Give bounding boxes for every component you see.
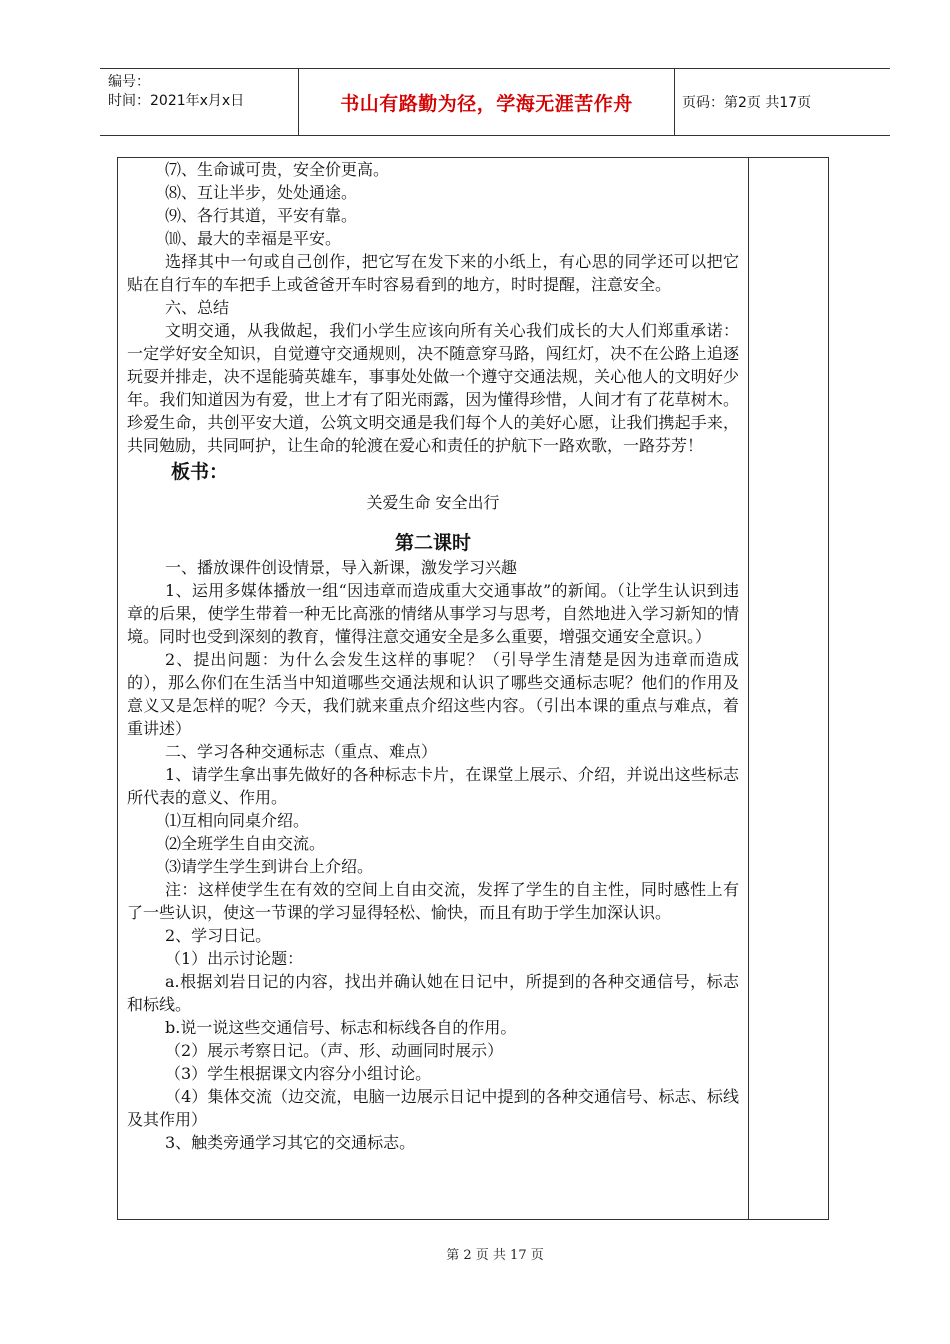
document-body bbox=[127, 158, 739, 1154]
lesson-title: 第二课时 bbox=[394, 532, 471, 554]
page-footer: 第 2 页 共 17 页 bbox=[446, 1248, 544, 1263]
paragraph: ⑻、互让半步，处处通途。 bbox=[165, 183, 358, 202]
header-page-number: 页码：第2页 共17页 bbox=[682, 95, 812, 111]
document-time-label: 时间：2021年x月x日 bbox=[108, 93, 245, 109]
list-item: ⑶请学生学生到讲台上介绍。 bbox=[165, 857, 374, 876]
header-motto: 书山有路勤为径，学海无涯苦作舟 bbox=[340, 93, 633, 115]
paragraph: 文明交通，从我做起，我们小学生应该向所有关心我们成长的大人们郑重承诺：一定学好安全知识，自觉遵守交通规则，决不随意穿马路，闯红灯，决不在公路上追逐玩耍并排走，决不逞能骑英雄车，事事处处做一个遵守交通法规，关心他人的文明好少年。我们知道因为有爱，世上才有了阳光雨露，因为懂得珍惜，人间才有了花草树木。珍爱生命，共创平安大道，公筑文明交通是我们每个人的美好心愿，让我们携起手来，共同勉励，共同呵护，让生命的轮渡在爱心和责任的护航下一路欢歌，一路芬芳！ bbox=[127, 321, 739, 455]
paragraph: 3、触类旁通学习其它的交通标志。 bbox=[165, 1133, 416, 1152]
list-item: ⑴互相向同桌介绍。 bbox=[165, 811, 310, 830]
paragraph: ⑽、最大的幸福是平安。 bbox=[165, 229, 342, 248]
board-text: 关爱生命 安全出行 bbox=[366, 493, 500, 512]
list-item: b.说一说这些交通信号、标志和标线各自的作用。 bbox=[165, 1018, 517, 1037]
paragraph: 注：这样使学生在有效的空间上自由交流，发挥了学生的自主性，同时感性上有了一些认识，使这一节课的学习显得轻松、愉快，而且有助于学生加深认识。 bbox=[127, 880, 739, 922]
paragraph: ⑼、各行其道，平安有靠。 bbox=[165, 206, 358, 225]
list-item: （4）集体交流（边交流，电脑一边展示日记中提到的各种交通信号、标志、标线及其作用） bbox=[127, 1087, 739, 1129]
paragraph: 2、学习日记。 bbox=[165, 926, 272, 945]
paragraph: 1、运用多媒体播放一组“因违章而造成重大交通事故”的新闻。（让学生认识到违章的后果，使学生带着一种无比高涨的情绪从事学习与思考，自然地进入学习新知的情境。同时也受到深刻的教育，懂得注意交通安全是多么重要，增强交通安全意识。） bbox=[127, 581, 739, 646]
list-item: （2）展示考察日记。（声、形、动画同时展示） bbox=[165, 1041, 504, 1060]
list-item: （3）学生根据课文内容分小组讨论。 bbox=[165, 1064, 432, 1083]
list-item: （1）出示讨论题： bbox=[165, 949, 304, 968]
section-heading: 一、播放课件创设情景，导入新课，激发学习兴趣 bbox=[165, 558, 518, 577]
board-title: 板书： bbox=[171, 461, 229, 483]
document-number-label: 编号： bbox=[108, 74, 150, 90]
list-item: a.根据刘岩日记的内容，找出并确认她在日记中，所提到的各种交通信号，标志和标线。 bbox=[127, 972, 739, 1014]
section-heading: 六、总结 bbox=[165, 298, 230, 317]
paragraph: 1、请学生拿出事先做好的各种标志卡片，在课堂上展示、介绍，并说出这些标志所代表的意义、作用。 bbox=[127, 765, 739, 807]
paragraph: ⑺、生命诚可贵，安全价更高。 bbox=[165, 160, 390, 179]
page-header bbox=[100, 68, 890, 136]
header-divider bbox=[674, 69, 675, 135]
section-heading: 二、学习各种交通标志（重点、难点） bbox=[165, 742, 438, 761]
paragraph: 2、提出问题：为什么会发生这样的事呢？（引导学生清楚是因为违章而造成的），那么你们在生活当中知道哪些交通法规和认识了哪些交通标志呢？他们的作用及意义又是怎样的呢？今天，我们就来重点介绍这些内容。（引出本课的重点与难点，着重讲述） bbox=[127, 650, 739, 738]
list-item: ⑵全班学生自由交流。 bbox=[165, 834, 326, 853]
header-meta bbox=[108, 73, 298, 111]
notes-table-cell bbox=[748, 157, 829, 1220]
paragraph: 选择其中一句或自己创作，把它写在发下来的小纸上，有心思的同学还可以把它贴在自行车的车把手上或爸爸开车时容易看到的地方，时时提醒，注意安全。 bbox=[127, 252, 739, 294]
